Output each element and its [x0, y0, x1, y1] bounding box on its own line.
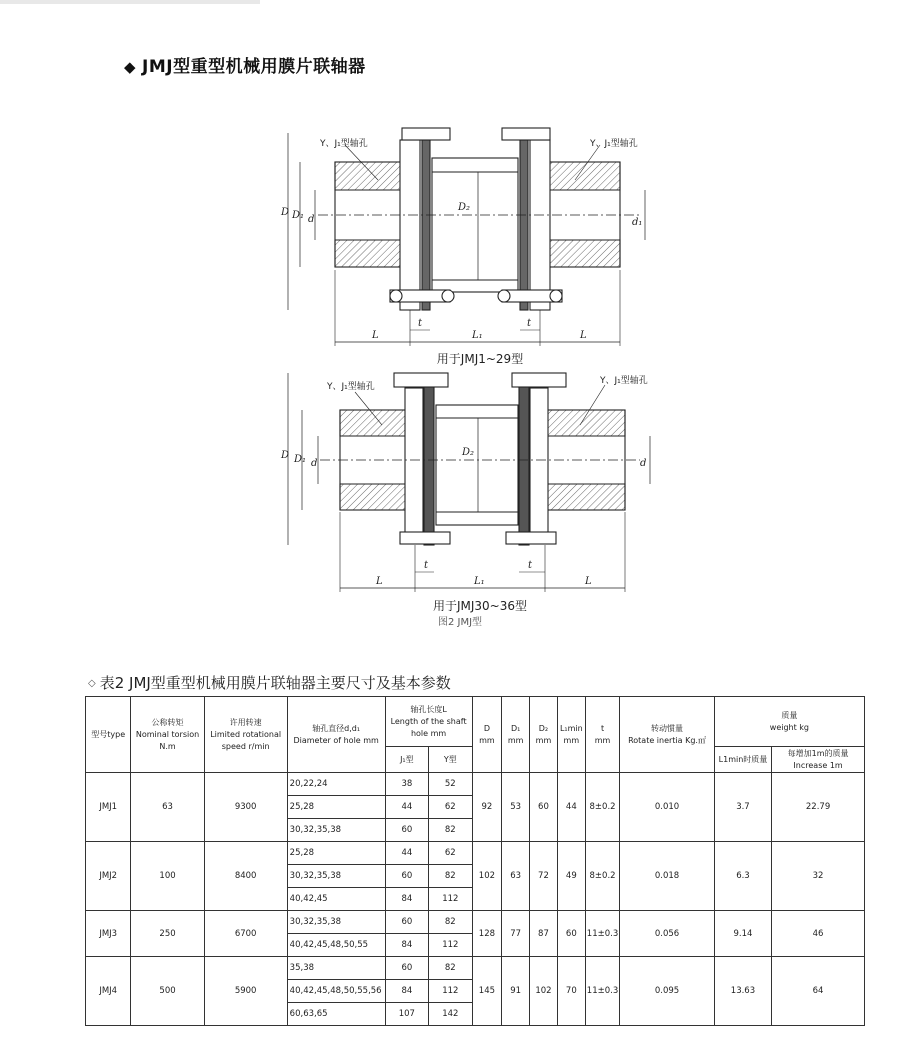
- cell-inertia: 0.095: [620, 957, 715, 1026]
- bottom-dim-d: d: [311, 458, 318, 469]
- cell-length-j1: 84: [385, 888, 428, 911]
- spec-table-body: [86, 773, 865, 1026]
- cell-D1: 91: [502, 957, 530, 1026]
- cell-torque: 100: [131, 842, 204, 911]
- th-j1: J₁型: [385, 747, 428, 773]
- top-dim-D2: D₂: [458, 202, 471, 213]
- cell-inertia: 0.010: [620, 773, 715, 842]
- cell-length-j1: 60: [385, 911, 428, 934]
- cell-speed: 8400: [204, 842, 287, 911]
- bottom-dim-L-right: L: [585, 576, 592, 587]
- th-length: 轴孔长度L Length of the shaft hole mm: [385, 697, 472, 747]
- cell-hole-diameter: 30,32,35,38: [287, 911, 385, 934]
- th-D2: D₂ mm: [530, 697, 558, 773]
- table-row: [86, 911, 865, 934]
- cell-type: JMJ1: [86, 773, 131, 842]
- cell-length-j1: 107: [385, 1003, 428, 1026]
- cell-length-j1: 84: [385, 980, 428, 1003]
- cell-L1min: 60: [557, 911, 585, 957]
- cell-D: 92: [472, 773, 502, 842]
- cell-length-j1: 44: [385, 796, 428, 819]
- cell-speed: 9300: [204, 773, 287, 842]
- cell-t: 11±0.3: [585, 911, 619, 957]
- bottom-dim-d1: d: [640, 458, 647, 469]
- cell-type: JMJ2: [86, 842, 131, 911]
- cell-type: JMJ4: [86, 957, 131, 1026]
- cell-L1min: 70: [557, 957, 585, 1026]
- bottom-dim-D: D: [281, 450, 290, 461]
- top-dim-D: D: [281, 207, 290, 218]
- cell-length-j1: 60: [385, 819, 428, 842]
- cell-hole-diameter: 35,38: [287, 957, 385, 980]
- cell-D1: 63: [502, 842, 530, 911]
- drawing-top-view: [288, 128, 645, 346]
- top-view-caption: 用于JMJ1~29型: [436, 352, 524, 366]
- cell-length-j1: 60: [385, 957, 428, 980]
- bottom-dim-L1: L₁: [474, 576, 485, 587]
- cell-weight-min: 13.63: [714, 957, 771, 1026]
- cell-D2: 102: [530, 957, 558, 1026]
- th-inertia: 转动惯量 Rotate inertia Kg.㎡: [620, 697, 715, 773]
- cell-hole-diameter: 40,42,45: [287, 888, 385, 911]
- cell-t: 11±0.3: [585, 957, 619, 1026]
- cell-hole-diameter: 40,42,45,48,50,55,56: [287, 980, 385, 1003]
- th-w-min: L1min时质量: [714, 747, 771, 773]
- cell-weight-increase: 32: [772, 842, 865, 911]
- th-diameter: 轴孔直径d,d₁ Diameter of hole mm: [287, 697, 385, 773]
- cell-hole-diameter: 25,28: [287, 796, 385, 819]
- table-row: [86, 773, 865, 796]
- bottom-dim-D2: D₂: [462, 447, 475, 458]
- table-row: [86, 957, 865, 980]
- cell-D1: 53: [502, 773, 530, 842]
- cell-length-y: 112: [429, 934, 472, 957]
- cell-type: JMJ3: [86, 911, 131, 957]
- th-torque: 公称转矩 Nominal torsion N.m: [131, 697, 204, 773]
- drawing-bottom-view: [288, 373, 650, 592]
- cell-length-y: 112: [429, 980, 472, 1003]
- top-dim-D1: D₁: [292, 210, 305, 221]
- top-dim-L-right: L: [580, 330, 587, 341]
- top-dim-t-left: t: [418, 318, 423, 329]
- cell-hole-diameter: 30,32,35,38: [287, 865, 385, 888]
- cell-torque: 63: [131, 773, 204, 842]
- bottom-view-caption: 用于JMJ30~36型: [432, 599, 528, 613]
- cell-length-y: 52: [429, 773, 472, 796]
- th-weight: 质量 weight kg: [714, 697, 864, 747]
- bottom-dim-L-left: L: [376, 576, 383, 587]
- cell-length-y: 112: [429, 888, 472, 911]
- th-L1min: L₁min mm: [557, 697, 585, 773]
- th-y: Y型: [429, 747, 472, 773]
- bottom-dim-t-right: t: [528, 560, 533, 571]
- th-speed: 许用转速 Limited rotational speed r/min: [204, 697, 287, 773]
- diamond-bullet-icon: ◆: [124, 58, 137, 76]
- top-dim-L-left: L: [372, 330, 379, 341]
- table-title: [88, 672, 451, 693]
- bottom-left-hole-label: Y、J₁型轴孔: [327, 382, 375, 392]
- cell-weight-min: 9.14: [714, 911, 771, 957]
- cell-D: 145: [472, 957, 502, 1026]
- cell-length-y: 82: [429, 865, 472, 888]
- cell-length-j1: 60: [385, 865, 428, 888]
- cell-length-y: 142: [429, 1003, 472, 1026]
- cell-length-y: 82: [429, 957, 472, 980]
- th-w-inc: 每增加1m的质量 Increase 1m: [772, 747, 865, 773]
- figure-label: 图2 JMJ型: [437, 617, 483, 628]
- cell-t: 8±0.2: [585, 842, 619, 911]
- cell-inertia: 0.056: [620, 911, 715, 957]
- cell-hole-diameter: 60,63,65: [287, 1003, 385, 1026]
- cell-length-y: 82: [429, 819, 472, 842]
- table-title-text: 表2 JMJ型重型机械用膜片联轴器主要尺寸及基本参数: [99, 674, 451, 692]
- cell-D2: 60: [530, 773, 558, 842]
- cell-weight-min: 3.7: [714, 773, 771, 842]
- top-right-hole-label: Y、J₁型轴孔: [590, 139, 638, 149]
- th-type: 型号type: [86, 697, 131, 773]
- cell-length-j1: 84: [385, 934, 428, 957]
- cell-D: 102: [472, 842, 502, 911]
- cell-length-j1: 44: [385, 842, 428, 865]
- bottom-right-hole-label: Y、J₁型轴孔: [600, 376, 648, 386]
- cell-hole-diameter: 25,28: [287, 842, 385, 865]
- th-D: D mm: [472, 697, 502, 773]
- cell-L1min: 49: [557, 842, 585, 911]
- cell-L1min: 44: [557, 773, 585, 842]
- cell-D1: 77: [502, 911, 530, 957]
- cell-D2: 72: [530, 842, 558, 911]
- cell-length-y: 62: [429, 796, 472, 819]
- top-dim-d1: d₁: [632, 217, 643, 228]
- table-row: [86, 842, 865, 865]
- cell-hole-diameter: 40,42,45,48,50,55: [287, 934, 385, 957]
- cell-weight-increase: 64: [772, 957, 865, 1026]
- top-dim-L1: L₁: [472, 330, 483, 341]
- diamond-outline-icon: ◇: [88, 678, 96, 689]
- cell-weight-increase: 46: [772, 911, 865, 957]
- top-dim-d: d: [308, 214, 315, 225]
- cell-D2: 87: [530, 911, 558, 957]
- th-t: t mm: [585, 697, 619, 773]
- cell-length-j1: 38: [385, 773, 428, 796]
- cell-length-y: 82: [429, 911, 472, 934]
- cell-torque: 250: [131, 911, 204, 957]
- cell-length-y: 62: [429, 842, 472, 865]
- cell-inertia: 0.018: [620, 842, 715, 911]
- cell-weight-min: 6.3: [714, 842, 771, 911]
- cell-D: 128: [472, 911, 502, 957]
- cell-t: 8±0.2: [585, 773, 619, 842]
- cell-torque: 500: [131, 957, 204, 1026]
- top-dim-t-right: t: [527, 318, 532, 329]
- top-left-hole-label: Y、J₁型轴孔: [320, 139, 368, 149]
- cell-speed: 5900: [204, 957, 287, 1026]
- bottom-dim-t-left: t: [424, 560, 429, 571]
- cell-weight-increase: 22.79: [772, 773, 865, 842]
- cell-hole-diameter: 30,32,35,38: [287, 819, 385, 842]
- th-D1: D₁ mm: [502, 697, 530, 773]
- cell-hole-diameter: 20,22,24: [287, 773, 385, 796]
- heading-text: JMJ型重型机械用膜片联轴器: [142, 57, 366, 77]
- cell-speed: 6700: [204, 911, 287, 957]
- bottom-dim-D1: D₁: [294, 454, 307, 465]
- spec-table: [85, 696, 865, 1026]
